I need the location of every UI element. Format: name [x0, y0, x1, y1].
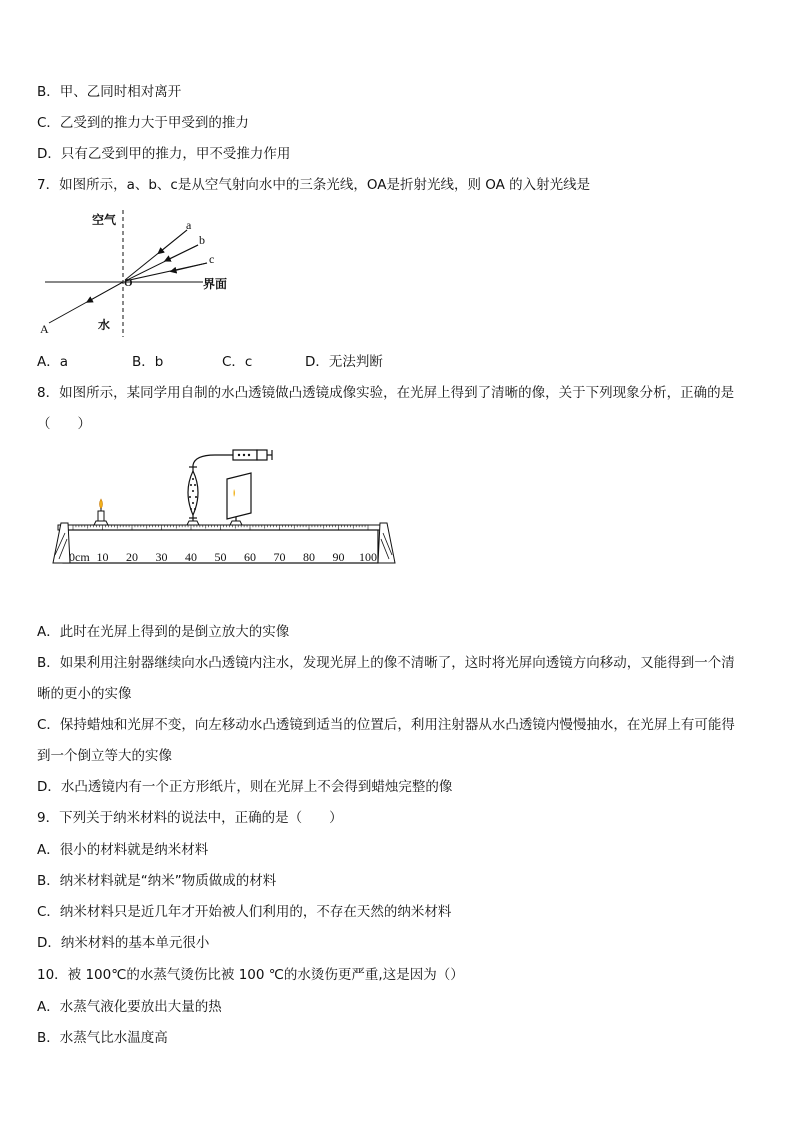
ray-c-arrow — [173, 263, 207, 271]
q7-stem: 7．如图所示，a、b、c是从空气射向水中的三条光线，OA是折射光线，则 OA 的入射光线是 — [37, 177, 591, 193]
water-lens-icon — [187, 465, 199, 525]
q9-option-b: B．纳米材料就是“纳米”物质做成的材料 — [37, 873, 277, 889]
ruler-tick-label: 90 — [332, 550, 345, 564]
candle-icon — [94, 499, 108, 525]
q8-option-b-line2: 晰的更小的实像 — [37, 686, 132, 702]
q8-option-c-line2: 到一个倒立等大的实像 — [37, 748, 172, 764]
ruler-tick-label: 50 — [214, 550, 227, 564]
origin-label: O — [124, 277, 133, 289]
q7-refraction-figure — [35, 205, 235, 340]
q6-option-d: D．只有乙受到甲的推力，甲不受推力作用 — [37, 146, 291, 162]
optical-bench — [53, 523, 395, 564]
air-label: 空气 — [92, 213, 117, 227]
ruler-tick-label: 100 — [359, 550, 377, 564]
ruler-tick-label: 60 — [244, 550, 256, 564]
ray-b-arrow — [167, 245, 198, 260]
q10-option-b: B．水蒸气比水温度高 — [37, 1030, 168, 1046]
q8-option-a: A．此时在光屏上得到的是倒立放大的实像 — [37, 624, 290, 640]
q6-option-c: C．乙受到的推力大于甲受到的推力 — [37, 115, 249, 131]
q9-option-a: A．很小的材料就是纳米材料 — [37, 842, 209, 858]
ray-c-label: c — [209, 252, 215, 266]
q8-stem-line2: （ ） — [37, 416, 91, 432]
water-label: 水 — [98, 318, 111, 332]
ruler-tick-label: 30 — [155, 550, 168, 564]
ruler-tick-label: 40 — [185, 550, 197, 564]
ruler-tick-label: 80 — [303, 550, 315, 564]
refracted-label: A — [40, 322, 49, 336]
ruler-tick-label: 10 — [96, 550, 109, 564]
q7-option-b: B．b — [132, 354, 164, 370]
ruler-tick-label: 70 — [273, 550, 286, 564]
refracted-ray-arrow — [89, 282, 123, 301]
q7-options — [37, 352, 383, 372]
q9-option-d: D．纳米材料的基本单元很小 — [37, 935, 210, 951]
ray-a-arrow — [160, 230, 187, 252]
q9-stem: 9．下列关于纳米材料的说法中，正确的是（ ） — [37, 810, 343, 826]
ruler-tick-label: 0cm — [69, 550, 90, 564]
q7-option-a: A．a — [37, 354, 69, 370]
q6-option-b: B．甲、乙同时相对离开 — [37, 84, 182, 100]
q8-option-d: D．水凸透镜内有一个正方形纸片，则在光屏上不会得到蜡烛完整的像 — [37, 779, 453, 795]
q8-option-b-line1: B．如果利用注射器继续向水凸透镜内注水，发现光屏上的像不清晰了，这时将光屏向透镜方向移动，又能得到一个清 — [37, 655, 735, 671]
q9-option-c: C．纳米材料只是近几年才开始被人们利用的，不存在天然的纳米材料 — [37, 904, 452, 920]
q10-stem: 10．被 100℃的水蒸气烫伤比被 100 ℃的水烫伤更严重,这是因为（） — [37, 967, 464, 983]
q7-option-d: D．无法判断 — [305, 354, 383, 370]
light-screen-icon — [227, 473, 251, 525]
q7-option-c: C．c — [222, 354, 253, 370]
syringe-icon — [193, 450, 272, 465]
q8-stem-line1: 8．如图所示，某同学用自制的水凸透镜做凸透镜成像实验，在光屏上得到了清晰的像，关于下列现象分析，正确的是 — [37, 385, 735, 401]
q8-option-c-line1: C．保持蜡烛和光屏不变，向左移动水凸透镜到适当的位置后，利用注射器从水凸透镜内慢慢抽水，在光屏上有可能得 — [37, 717, 735, 733]
ruler-tick-label: 20 — [126, 550, 138, 564]
ray-b-label: b — [199, 233, 205, 247]
interface-label: 界面 — [203, 277, 228, 291]
q10-option-a: A．水蒸气液化要放出大量的热 — [37, 999, 222, 1015]
q8-optical-bench-figure — [43, 447, 405, 567]
ray-a-label: a — [186, 218, 192, 232]
